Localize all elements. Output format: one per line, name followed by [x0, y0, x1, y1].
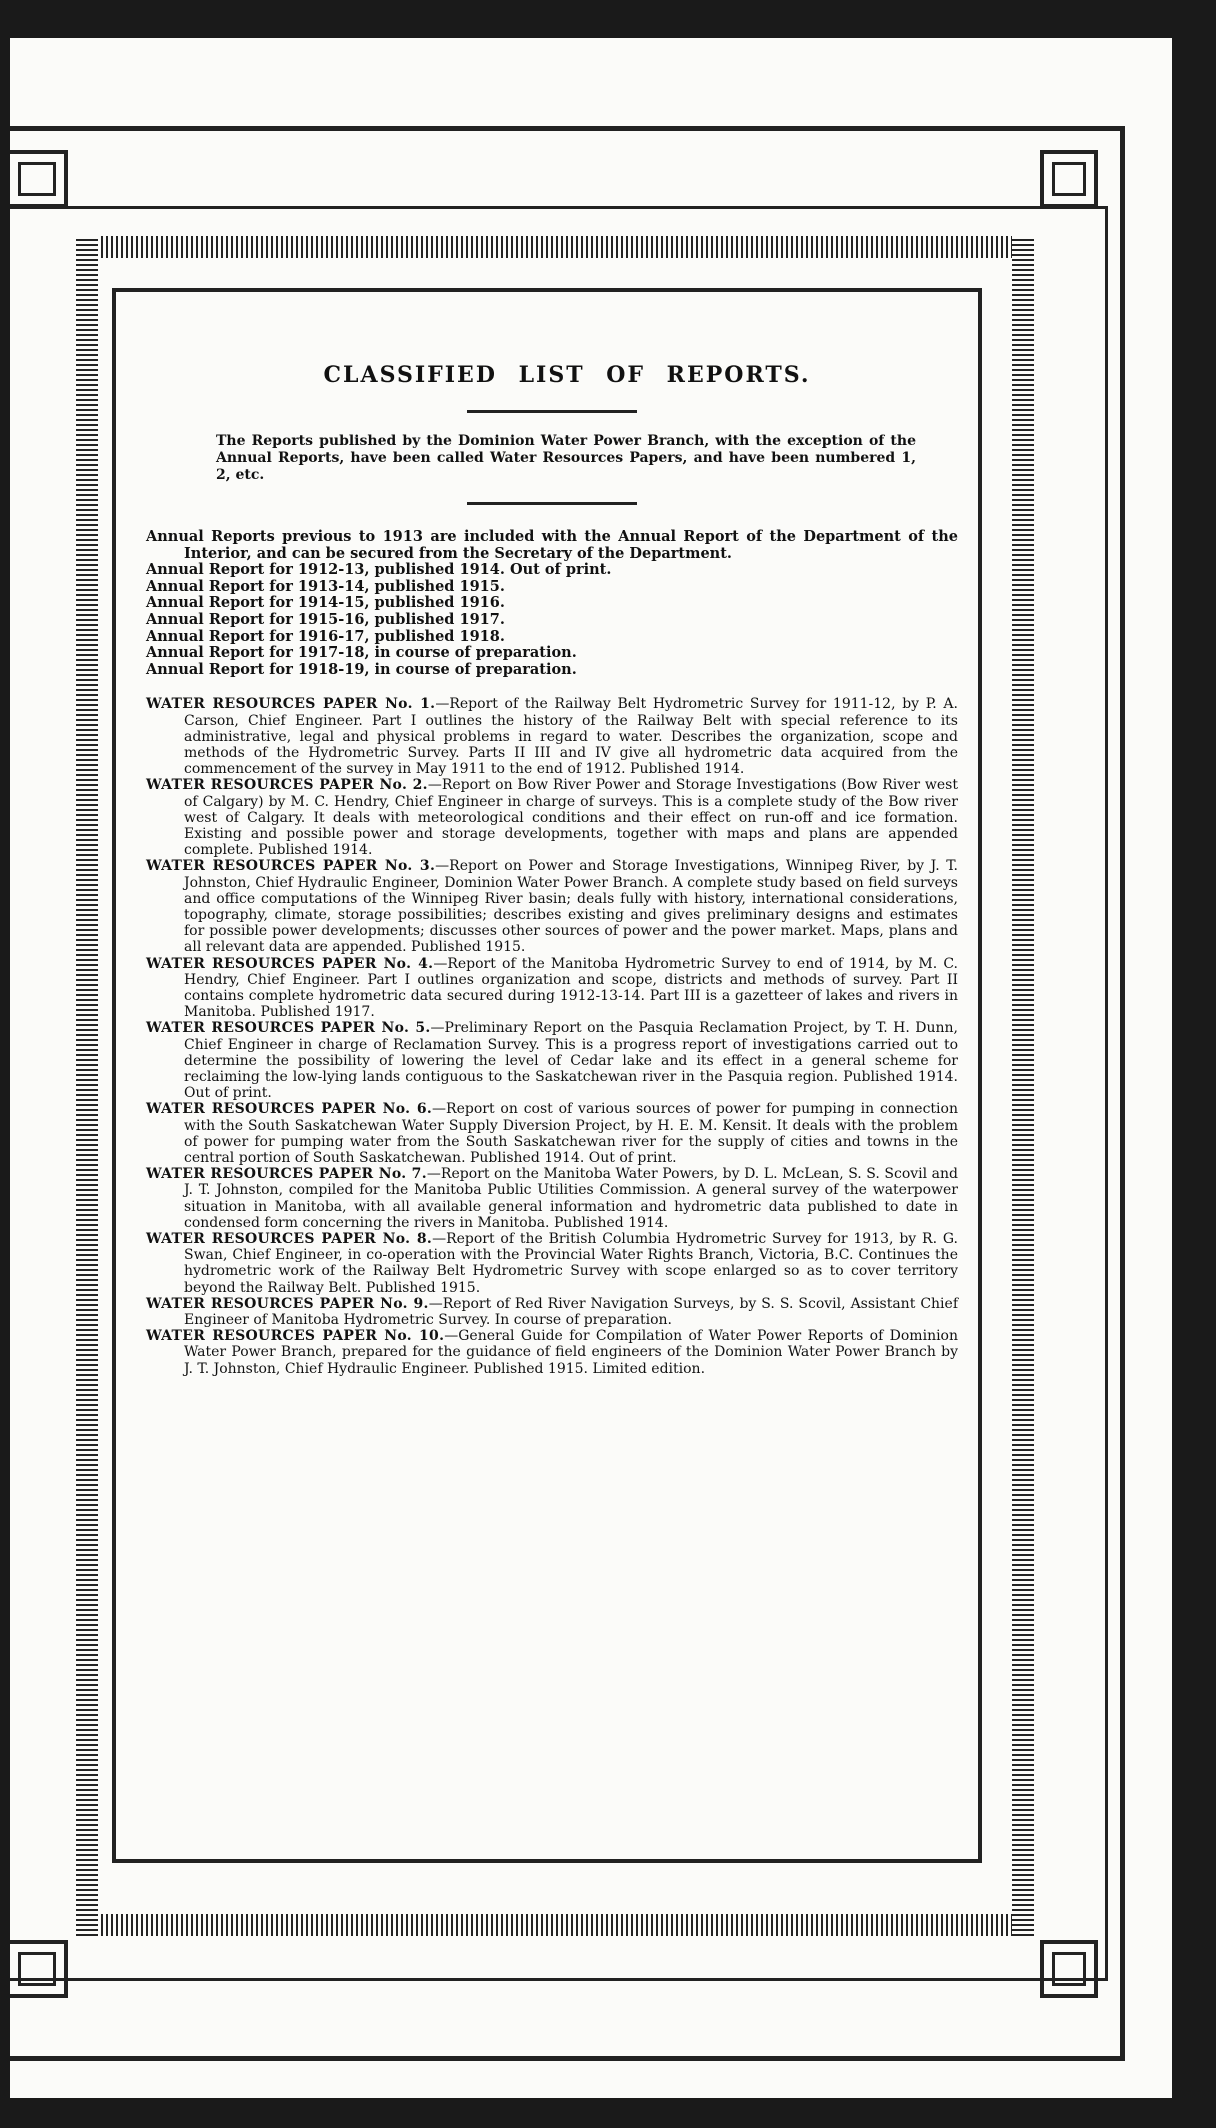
- paper-description: —General Guide for Compilation of Water Power Reports of Dominion Water Power Branch, prepared for the guidance of field engineers of the Dominion Water Power Branch by J. T. Johnston, Chief Hydraulic Engineer. Published 1915. Limited edition.: [184, 1328, 959, 1377]
- paper-entry-7: [146, 1166, 958, 1231]
- corner-ornament-bottom-left: [10, 1940, 68, 1998]
- paper-description: —Report on Bow River Power and Storage Investigations (Bow River west of Calgary) by M. C. Hendry, Chief Engineer in charge of surveys. This is a complete study of the Bow river west of Calgary. It deals with meteorological conditions and their effect on run-off and ice formation. Existing and possible power and storage developments, together with maps and plans are appended complete. Published 1914.: [184, 777, 958, 859]
- corner-ornament-top-right: [1040, 150, 1098, 208]
- paper-title: WATER RESOURCES PAPER No. 8.: [146, 1231, 433, 1248]
- paper-description: —Report of the Railway Belt Hydrometric Survey for 1911-12, by P. A. Carson, Chief Engineer. Part I outlines the history of the Railway Belt with special reference to its administrative, legal and physical problems in regard to water. Describes the organization, scope and methods of the Hydrometric Survey. Parts II III and IV give all hydrometric data acquired from the commencement of the survey in May 1911 to the end of 1912. Published 1914.: [184, 696, 958, 778]
- paper-description: —Report of Red River Navigation Surveys, by S. S. Scovil, Assistant Chief Engineer of Manitoba Hydrometric Survey. In course of preparation.: [184, 1295, 958, 1329]
- paper-description: —Report of the Manitoba Hydrometric Survey to end of 1914, by M. C. Hendry, Chief Engineer. Part I outlines organization and scope, districts and methods of survey. Part II contains complete hydrometric data secured during 1912-13-14. Part III is a gazetteer of lakes and rivers in Manitoba. Published 1917.: [184, 955, 958, 1021]
- paper-entry-3: [146, 858, 958, 955]
- paper-entry-10: [146, 1328, 958, 1377]
- paper-description: —Report on the Manitoba Water Powers, by D. L. McLean, S. S. Scovil and J. T. Johnston, compiled for the Manitoba Public Utilities Commission. A general survey of the waterpower situation in Manitoba, with all available general information and hydrometric data published to date in condensed form concerning the rivers in Manitoba. Published 1914.: [184, 1166, 958, 1231]
- content-text: [146, 362, 958, 1377]
- paper-description: —Report of the British Columbia Hydrometric Survey for 1913, by R. G. Swan, Chief Engineer, in co-operation with the Provincial Water Rights Branch, Victoria, B.C. Continues the hydrometric work of the Railway Belt Hydrometric Survey with scope enlarged so as to cover territory beyond the Railway Belt. Published 1915.: [184, 1231, 958, 1296]
- annual-report-item: Annual Report for 1914-15, published 1916.: [146, 594, 505, 612]
- paper-title: WATER RESOURCES PAPER No. 6.: [146, 1101, 433, 1118]
- paper-title: WATER RESOURCES PAPER No. 9.: [146, 1295, 429, 1312]
- paper-title: WATER RESOURCES PAPER No. 1.: [146, 696, 436, 713]
- paper-entry-6: [146, 1101, 958, 1166]
- annual-report-item: Annual Report for 1913-14, published 1915.: [146, 577, 505, 595]
- corner-ornament-top-left: [10, 150, 68, 208]
- paper-entry-5: [146, 1020, 958, 1101]
- corner-ornament-bottom-right: [1040, 1940, 1098, 1998]
- annual-report-item: Annual Report for 1918-19, in course of preparation.: [146, 660, 577, 678]
- paper-description: —Preliminary Report on the Pasquia Reclamation Project, by T. H. Dunn, Chief Engineer in charge of Reclamation Survey. This is a progress report of investigations carried out to determine the possibility of lowering the level of Cedar lake and its effect in a general scheme for reclaiming the low-lying lands contiguous to the Saskatchewan river in the Pasquia region. Published 1914. Out of print.: [184, 1020, 958, 1102]
- paper-entry-2: [146, 777, 958, 858]
- annual-reports-list: [146, 529, 958, 678]
- annual-report-item: Annual Report for 1912-13, published 1914. Out of print.: [146, 561, 612, 579]
- paper-title: WATER RESOURCES PAPER No. 4.: [146, 955, 434, 972]
- paper-entry-1: [146, 696, 958, 777]
- scanned-page: [10, 38, 1172, 2098]
- intro-paragraph: The Reports published by the Dominion Water Power Branch, with the exception of the Annual Reports, have been called Water Resources Papers, and have been numbered 1, 2, etc.: [216, 433, 916, 483]
- paper-title: WATER RESOURCES PAPER No. 5.: [146, 1020, 431, 1037]
- paper-entry-8: [146, 1231, 958, 1296]
- annual-report-item: Annual Report for 1917-18, in course of preparation.: [146, 644, 577, 662]
- annual-report-item: Annual Report for 1916-17, published 1918.: [146, 627, 505, 645]
- paper-description: —Report on Power and Storage Investigations, Winnipeg River, by J. T. Johnston, Chief Hydraulic Engineer, Dominion Water Power Branch. A complete study based on field surveys and office computations of the Winnipeg River basin; deals fully with history, international considerations, topography, climate, storage possibilities; describes existing and gives preliminary designs and estimates for possible power developments; discusses other sources of power and the power market. Maps, plans and all relevant data are appended. Published 1915.: [184, 858, 958, 956]
- paper-entry-4: [146, 956, 958, 1021]
- paper-description: —Report on cost of various sources of power for pumping in connection with the South Saskatchewan Water Supply Diversion Project, by H. E. M. Kensit. It deals with the problem of power for pumping water from the South Saskatchewan river for the supply of cities and towns in the central portion of South Saskatchewan. Published 1914. Out of print.: [184, 1101, 958, 1167]
- page-title: CLASSIFIED LIST OF REPORTS.: [323, 362, 811, 388]
- content-panel: [112, 288, 982, 1863]
- annual-report-item: Annual Report for 1915-16, published 1917.: [146, 610, 505, 628]
- water-resources-papers-list: [146, 696, 958, 1377]
- intro-rule: [467, 502, 637, 505]
- paper-entry-9: [146, 1296, 958, 1328]
- paper-title: WATER RESOURCES PAPER No. 7.: [146, 1166, 427, 1183]
- paper-title: WATER RESOURCES PAPER No. 2.: [146, 777, 428, 794]
- paper-title: WATER RESOURCES PAPER No. 10.: [146, 1328, 445, 1345]
- title-rule: [467, 410, 637, 413]
- paper-title: WATER RESOURCES PAPER No. 3.: [146, 858, 436, 875]
- annual-reports-lead: Annual Reports previous to 1913 are included with the Annual Report of the Department of the Interior, and can be secured from the Secretary of the Department.: [146, 528, 958, 562]
